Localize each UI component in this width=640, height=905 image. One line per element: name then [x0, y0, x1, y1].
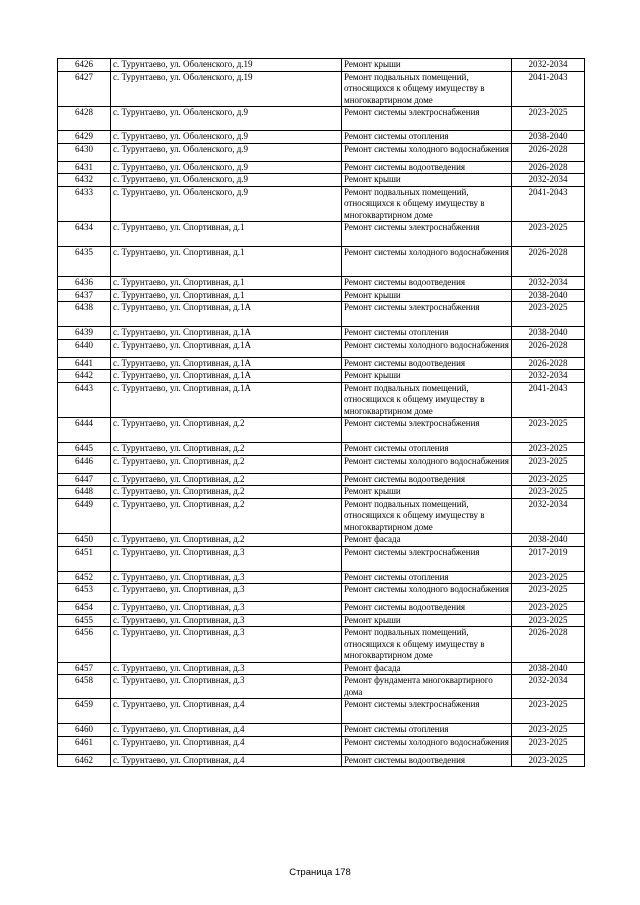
work-type-cell: Ремонт фундамента многоквартирного дома: [342, 675, 512, 699]
period-cell: 2017-2019: [512, 546, 585, 571]
work-type-cell: Ремонт системы холодного водоснабжения: [342, 339, 512, 357]
period-cell: 2023-2025: [512, 486, 585, 499]
address-cell: с. Турунтаево, ул. Оболенского, д.9: [111, 161, 342, 174]
work-type-cell: Ремонт системы водоотведения: [342, 754, 512, 767]
work-type-cell: Ремонт крыши: [342, 174, 512, 187]
address-cell: с. Турунтаево, ул. Оболенского, д.9: [111, 107, 342, 131]
table-row: [58, 584, 585, 602]
work-type-cell: Ремонт системы отопления: [342, 327, 512, 340]
address-cell: с. Турунтаево, ул. Спортивная, д.3: [111, 614, 342, 627]
address-cell: с. Турунтаево, ул. Спортивная, д.3: [111, 602, 342, 615]
row-number-cell: 6437: [58, 289, 111, 302]
period-cell: 2026-2028: [512, 627, 585, 663]
period-cell: 2032-2034: [512, 370, 585, 383]
address-cell: с. Турунтаево, ул. Спортивная, д.1: [111, 247, 342, 277]
period-cell: 2023-2025: [512, 443, 585, 456]
period-cell: 2023-2025: [512, 736, 585, 754]
table-row: [58, 357, 585, 370]
address-cell: с. Турунтаево, ул. Спортивная, д.1А: [111, 339, 342, 357]
period-cell: 2026-2028: [512, 247, 585, 277]
work-type-cell: Ремонт системы холодного водоснабжения: [342, 584, 512, 602]
work-type-cell: Ремонт системы электроснабжения: [342, 222, 512, 247]
period-cell: 2023-2025: [512, 222, 585, 247]
table-row: [58, 327, 585, 340]
work-type-cell: Ремонт системы холодного водоснабжения: [342, 455, 512, 473]
table-row: [58, 571, 585, 584]
work-type-cell: Ремонт системы водоотведения: [342, 602, 512, 615]
table-row: [58, 498, 585, 534]
address-cell: с. Турунтаево, ул. Оболенского, д.9: [111, 174, 342, 187]
row-number-cell: 6449: [58, 498, 111, 534]
table-row: [58, 675, 585, 699]
table-row: [58, 289, 585, 302]
period-cell: 2023-2025: [512, 473, 585, 486]
row-number-cell: 6442: [58, 370, 111, 383]
address-cell: с. Турунтаево, ул. Спортивная, д.4: [111, 724, 342, 737]
work-type-cell: Ремонт системы электроснабжения: [342, 107, 512, 131]
period-cell: 2038-2040: [512, 289, 585, 302]
address-cell: с. Турунтаево, ул. Спортивная, д.3: [111, 546, 342, 571]
table-row: [58, 662, 585, 675]
row-number-cell: 6441: [58, 357, 111, 370]
table-row: [58, 602, 585, 615]
work-type-cell: Ремонт фасада: [342, 662, 512, 675]
address-cell: с. Турунтаево, ул. Оболенского, д.19: [111, 59, 342, 72]
address-cell: с. Турунтаево, ул. Спортивная, д.3: [111, 584, 342, 602]
address-cell: с. Турунтаево, ул. Спортивная, д.2: [111, 443, 342, 456]
row-number-cell: 6439: [58, 327, 111, 340]
address-cell: с. Турунтаево, ул. Спортивная, д.3: [111, 571, 342, 584]
work-type-cell: Ремонт системы электроснабжения: [342, 302, 512, 327]
period-cell: 2023-2025: [512, 571, 585, 584]
period-cell: 2041-2043: [512, 382, 585, 418]
period-cell: 2038-2040: [512, 327, 585, 340]
period-cell: 2023-2025: [512, 455, 585, 473]
table-row: [58, 174, 585, 187]
period-cell: 2032-2034: [512, 59, 585, 72]
table-row: [58, 339, 585, 357]
address-cell: с. Турунтаево, ул. Спортивная, д.1А: [111, 357, 342, 370]
period-cell: 2023-2025: [512, 107, 585, 131]
table-row: [58, 107, 585, 131]
period-cell: 2026-2028: [512, 339, 585, 357]
row-number-cell: 6433: [58, 186, 111, 222]
work-type-cell: Ремонт крыши: [342, 289, 512, 302]
table-row: [58, 131, 585, 144]
period-cell: 2026-2028: [512, 357, 585, 370]
row-number-cell: 6434: [58, 222, 111, 247]
address-cell: с. Турунтаево, ул. Оболенского, д.9: [111, 131, 342, 144]
work-type-cell: Ремонт системы водоотведения: [342, 357, 512, 370]
work-type-cell: Ремонт подвальных помещений, относящихся к общему имуществу в многоквартирном доме: [342, 382, 512, 418]
row-number-cell: 6438: [58, 302, 111, 327]
address-cell: с. Турунтаево, ул. Спортивная, д.1А: [111, 327, 342, 340]
address-cell: с. Турунтаево, ул. Спортивная, д.2: [111, 455, 342, 473]
work-type-cell: Ремонт системы водоотведения: [342, 277, 512, 290]
row-number-cell: 6432: [58, 174, 111, 187]
table-row: [58, 302, 585, 327]
address-cell: с. Турунтаево, ул. Спортивная, д.3: [111, 627, 342, 663]
period-cell: 2023-2025: [512, 754, 585, 767]
table-row: [58, 443, 585, 456]
work-type-cell: Ремонт системы электроснабжения: [342, 546, 512, 571]
row-number-cell: 6456: [58, 627, 111, 663]
period-cell: 2041-2043: [512, 186, 585, 222]
period-cell: 2023-2025: [512, 302, 585, 327]
table-row: [58, 186, 585, 222]
table-row: [58, 614, 585, 627]
row-number-cell: 6453: [58, 584, 111, 602]
address-cell: с. Турунтаево, ул. Оболенского, д.9: [111, 143, 342, 161]
row-number-cell: 6450: [58, 534, 111, 547]
table-row: [58, 736, 585, 754]
work-type-cell: Ремонт системы водоотведения: [342, 161, 512, 174]
table-row: [58, 473, 585, 486]
period-cell: 2041-2043: [512, 71, 585, 107]
address-cell: с. Турунтаево, ул. Спортивная, д.4: [111, 754, 342, 767]
table-row: [58, 534, 585, 547]
table-row: [58, 627, 585, 663]
work-type-cell: Ремонт подвальных помещений, относящихся к общему имуществу в многоквартирном доме: [342, 71, 512, 107]
table-row: [58, 370, 585, 383]
table-row: [58, 418, 585, 443]
row-number-cell: 6451: [58, 546, 111, 571]
row-number-cell: 6454: [58, 602, 111, 615]
period-cell: 2023-2025: [512, 418, 585, 443]
table-row: [58, 382, 585, 418]
row-number-cell: 6457: [58, 662, 111, 675]
address-cell: с. Турунтаево, ул. Спортивная, д.3: [111, 675, 342, 699]
row-number-cell: 6440: [58, 339, 111, 357]
period-cell: 2038-2040: [512, 534, 585, 547]
period-cell: 2032-2034: [512, 675, 585, 699]
row-number-cell: 6448: [58, 486, 111, 499]
table-row: [58, 59, 585, 72]
row-number-cell: 6444: [58, 418, 111, 443]
period-cell: 2038-2040: [512, 662, 585, 675]
row-number-cell: 6436: [58, 277, 111, 290]
row-number-cell: 6447: [58, 473, 111, 486]
address-cell: с. Турунтаево, ул. Спортивная, д.4: [111, 736, 342, 754]
row-number-cell: 6452: [58, 571, 111, 584]
period-cell: 2038-2040: [512, 131, 585, 144]
address-cell: с. Турунтаево, ул. Оболенского, д.9: [111, 186, 342, 222]
works-table: [57, 58, 585, 767]
work-type-cell: Ремонт системы водоотведения: [342, 473, 512, 486]
table-row: [58, 486, 585, 499]
work-type-cell: Ремонт системы электроснабжения: [342, 418, 512, 443]
address-cell: с. Турунтаево, ул. Спортивная, д.2: [111, 534, 342, 547]
work-type-cell: Ремонт системы отопления: [342, 443, 512, 456]
table-row: [58, 161, 585, 174]
work-type-cell: Ремонт крыши: [342, 486, 512, 499]
period-cell: 2023-2025: [512, 724, 585, 737]
address-cell: с. Турунтаево, ул. Спортивная, д.1: [111, 289, 342, 302]
work-type-cell: Ремонт крыши: [342, 59, 512, 72]
row-number-cell: 6430: [58, 143, 111, 161]
address-cell: с. Турунтаево, ул. Спортивная, д.1А: [111, 382, 342, 418]
address-cell: с. Турунтаево, ул. Спортивная, д.2: [111, 473, 342, 486]
table-row: [58, 754, 585, 767]
address-cell: с. Турунтаево, ул. Спортивная, д.4: [111, 699, 342, 724]
row-number-cell: 6459: [58, 699, 111, 724]
table-row: [58, 277, 585, 290]
work-type-cell: Ремонт системы отопления: [342, 571, 512, 584]
row-number-cell: 6435: [58, 247, 111, 277]
address-cell: с. Турунтаево, ул. Спортивная, д.3: [111, 662, 342, 675]
row-number-cell: 6431: [58, 161, 111, 174]
table-row: [58, 455, 585, 473]
table-row: [58, 724, 585, 737]
period-cell: 2032-2034: [512, 498, 585, 534]
address-cell: с. Турунтаево, ул. Спортивная, д.1А: [111, 370, 342, 383]
address-cell: с. Турунтаево, ул. Спортивная, д.2: [111, 418, 342, 443]
work-type-cell: Ремонт подвальных помещений, относящихся к общему имуществу в многоквартирном доме: [342, 627, 512, 663]
work-type-cell: Ремонт подвальных помещений, относящихся к общему имуществу в многоквартирном доме: [342, 498, 512, 534]
work-type-cell: Ремонт фасада: [342, 534, 512, 547]
row-number-cell: 6426: [58, 59, 111, 72]
work-type-cell: Ремонт системы отопления: [342, 131, 512, 144]
address-cell: с. Турунтаево, ул. Спортивная, д.2: [111, 498, 342, 534]
row-number-cell: 6427: [58, 71, 111, 107]
row-number-cell: 6429: [58, 131, 111, 144]
work-type-cell: Ремонт системы холодного водоснабжения: [342, 143, 512, 161]
row-number-cell: 6460: [58, 724, 111, 737]
work-type-cell: Ремонт системы холодного водоснабжения: [342, 736, 512, 754]
table-row: [58, 546, 585, 571]
work-type-cell: Ремонт крыши: [342, 614, 512, 627]
row-number-cell: 6458: [58, 675, 111, 699]
row-number-cell: 6462: [58, 754, 111, 767]
work-type-cell: Ремонт подвальных помещений, относящихся к общему имуществу в многоквартирном доме: [342, 186, 512, 222]
period-cell: 2026-2028: [512, 143, 585, 161]
row-number-cell: 6446: [58, 455, 111, 473]
period-cell: 2023-2025: [512, 584, 585, 602]
row-number-cell: 6443: [58, 382, 111, 418]
address-cell: с. Турунтаево, ул. Спортивная, д.1А: [111, 302, 342, 327]
table-row: [58, 247, 585, 277]
work-type-cell: Ремонт системы холодного водоснабжения: [342, 247, 512, 277]
address-cell: с. Турунтаево, ул. Спортивная, д.1: [111, 277, 342, 290]
row-number-cell: 6461: [58, 736, 111, 754]
period-cell: 2023-2025: [512, 614, 585, 627]
period-cell: 2023-2025: [512, 699, 585, 724]
work-type-cell: Ремонт системы отопления: [342, 724, 512, 737]
period-cell: 2032-2034: [512, 174, 585, 187]
page-number: Страница 178: [289, 867, 351, 878]
row-number-cell: 6455: [58, 614, 111, 627]
address-cell: с. Турунтаево, ул. Оболенского, д.19: [111, 71, 342, 107]
table-row: [58, 71, 585, 107]
work-type-cell: Ремонт системы электроснабжения: [342, 699, 512, 724]
period-cell: 2032-2034: [512, 277, 585, 290]
address-cell: с. Турунтаево, ул. Спортивная, д.2: [111, 486, 342, 499]
work-type-cell: Ремонт крыши: [342, 370, 512, 383]
table-row: [58, 143, 585, 161]
address-cell: с. Турунтаево, ул. Спортивная, д.1: [111, 222, 342, 247]
period-cell: 2026-2028: [512, 161, 585, 174]
table-body: [58, 59, 585, 767]
row-number-cell: 6428: [58, 107, 111, 131]
table-row: [58, 699, 585, 724]
table-row: [58, 222, 585, 247]
row-number-cell: 6445: [58, 443, 111, 456]
period-cell: 2023-2025: [512, 602, 585, 615]
